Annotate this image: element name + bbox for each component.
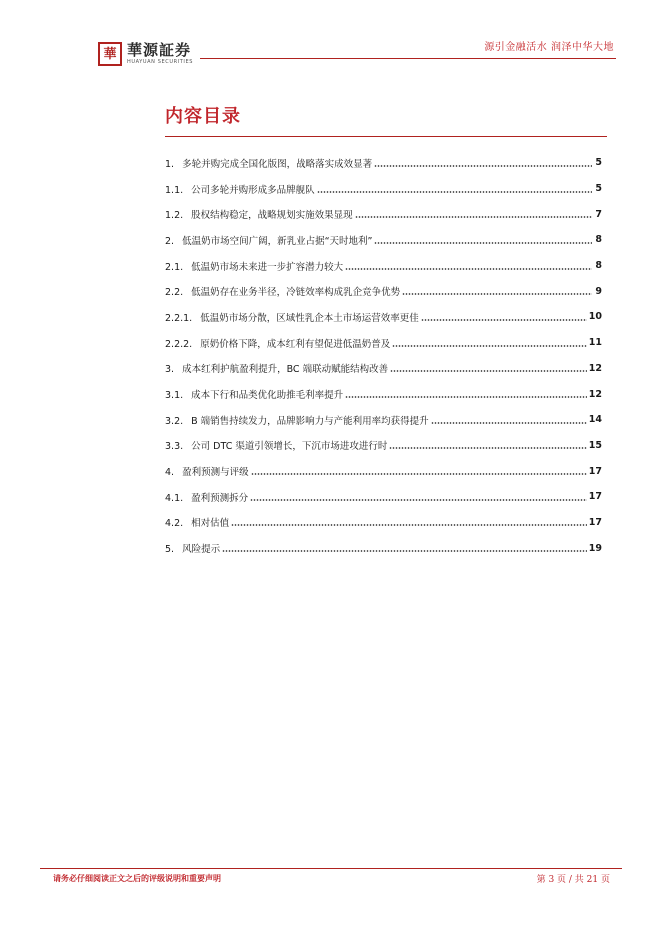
toc-entry[interactable] (165, 253, 602, 279)
toc-entry-title: 低温奶市场未来进一步扩容潜力较大 (191, 261, 344, 273)
toc-entry-number: 2.2.2. (165, 338, 193, 350)
footer-page-info: 第 3 页 / 共 21 页 (536, 875, 610, 885)
toc-entry-text (165, 259, 343, 273)
toc-entry-number: 4. (165, 467, 175, 479)
toc-entry-number: 3.3. (165, 441, 184, 453)
toc-leader-dots (402, 293, 592, 295)
toc-entry-text (165, 515, 229, 529)
toc-entry-number: 4.2. (165, 518, 184, 530)
toc-entry[interactable] (165, 356, 602, 382)
toc-entry-page: 7 (595, 208, 602, 220)
toc-leader-dots (421, 319, 587, 321)
toc-entry-page: 12 (588, 362, 602, 374)
toc-entry-title: 低温奶市场分散，区域性乳企本土市场运营效率更佳 (200, 312, 419, 324)
toc-entry-text (165, 336, 390, 350)
toc-entry-title: 盈利预测与评级 (182, 467, 249, 479)
toc-leader-dots (231, 524, 587, 526)
toc-leader-dots (389, 447, 586, 449)
company-name: 華源証券 (127, 41, 192, 59)
toc-entry-title: 成本下行和品类优化助推毛利率提升 (191, 390, 344, 402)
toc-entry-number: 2.2.1. (165, 312, 193, 324)
toc-entry-number: 4.1. (165, 492, 184, 504)
page-header (0, 0, 662, 80)
toc-entry-title: 公司 DTC 渠道引领增长，下沉市场进攻进行时 (191, 441, 388, 453)
toc-leader-dots (374, 165, 592, 167)
toc-entry-number: 2.2. (165, 287, 184, 299)
toc-entry-page: 17 (588, 465, 602, 477)
toc-entry-title: B 端销售持续发力，品牌影响力与产能利用率均获得提升 (191, 415, 429, 427)
toc-entry[interactable] (165, 381, 602, 407)
toc-leader-dots (317, 191, 592, 193)
toc-entry-page: 8 (595, 234, 602, 246)
logo-text (127, 42, 193, 66)
toc-entry-page: 11 (588, 337, 602, 349)
toc-leader-dots (345, 396, 587, 398)
toc-entry-number: 3.2. (165, 415, 184, 427)
toc-entry-title: 公司多轮并购形成多品牌舰队 (191, 184, 315, 196)
toc-entry-title: 风险提示 (182, 544, 221, 556)
footer-divider (40, 868, 622, 869)
toc-entry[interactable] (165, 407, 602, 433)
toc-entry[interactable] (165, 510, 602, 536)
toc-entry-page: 5 (595, 157, 602, 169)
toc-leader-dots (374, 242, 592, 244)
toc-leader-dots (251, 473, 587, 475)
toc-entry[interactable] (165, 278, 602, 304)
toc-entry-page: 10 (588, 311, 602, 323)
toc-entry[interactable] (165, 535, 602, 561)
company-name-en: HUAYUAN SECURITIES (127, 59, 194, 65)
toc-title: 内容目录 (165, 106, 241, 127)
table-of-contents (165, 150, 602, 561)
toc-entry-page: 12 (588, 388, 602, 400)
toc-title-divider (165, 136, 607, 137)
toc-entry-text (165, 284, 400, 298)
toc-entry-text (165, 233, 372, 247)
toc-entry-title: 相对估值 (191, 518, 230, 530)
toc-entry-text (165, 438, 387, 452)
toc-entry-text (165, 182, 315, 196)
toc-entry-text (165, 156, 372, 170)
toc-entry-number: 3. (165, 364, 175, 376)
toc-entry-number: 1. (165, 158, 175, 170)
toc-entry-number: 5. (165, 544, 175, 556)
company-logo (98, 42, 193, 66)
toc-leader-dots (345, 268, 592, 270)
toc-entry[interactable] (165, 150, 602, 176)
toc-entry-number: 1.1. (165, 184, 184, 196)
toc-entry[interactable] (165, 330, 602, 356)
toc-entry-text (165, 464, 249, 478)
toc-entry-title: 成本红利护航盈利提升，BC 端联动赋能结构改善 (182, 364, 389, 376)
toc-entry-page: 5 (595, 183, 602, 195)
toc-leader-dots (431, 422, 587, 424)
toc-entry-page: 17 (588, 516, 602, 528)
toc-entry-number: 2. (165, 235, 175, 247)
toc-entry-text (165, 361, 388, 375)
toc-entry[interactable] (165, 433, 602, 459)
header-slogan: 源引金融活水 润泽中华大地 (484, 42, 614, 53)
toc-entry-title: 低温奶市场空间广阔，新乳业占据“天时地利” (182, 235, 373, 247)
toc-entry-title: 股权结构稳定，战略规划实施效果显现 (191, 210, 353, 222)
toc-entry-title: 多轮并购完成全国化版图，战略落实成效显著 (182, 158, 373, 170)
toc-leader-dots (355, 216, 592, 218)
toc-entry-number: 2.1. (165, 261, 184, 273)
toc-leader-dots (250, 499, 587, 501)
logo-seal-icon: 華 (98, 42, 122, 66)
toc-entry-title: 原奶价格下降，成本红利有望促进低温奶普及 (200, 338, 391, 350)
toc-entry-text (165, 310, 419, 324)
toc-entry-page: 19 (588, 542, 602, 554)
toc-leader-dots (390, 370, 587, 372)
header-divider (200, 58, 616, 59)
toc-entry[interactable] (165, 227, 602, 253)
toc-entry-text (165, 490, 248, 504)
toc-entry[interactable] (165, 201, 602, 227)
toc-entry-page: 15 (588, 439, 602, 451)
toc-entry-title: 盈利预测拆分 (191, 492, 249, 504)
toc-entry-text (165, 207, 353, 221)
toc-entry-text (165, 387, 343, 401)
toc-entry-number: 3.1. (165, 390, 184, 402)
toc-entry[interactable] (165, 304, 602, 330)
toc-entry[interactable] (165, 458, 602, 484)
toc-leader-dots (392, 345, 587, 347)
toc-entry-text (165, 413, 429, 427)
toc-entry-page: 17 (588, 491, 602, 503)
toc-entry-page: 8 (595, 260, 602, 272)
toc-entry[interactable] (165, 176, 602, 202)
toc-entry-number: 1.2. (165, 210, 184, 222)
toc-entry[interactable] (165, 484, 602, 510)
toc-entry-title: 低温奶存在业务半径，冷链效率构成乳企竞争优势 (191, 287, 401, 299)
toc-entry-text (165, 541, 220, 555)
toc-entry-page: 14 (588, 414, 602, 426)
toc-entry-page: 9 (595, 285, 602, 297)
footer-disclaimer: 请务必仔细阅读正文之后的评级说明和重要声明 (53, 874, 221, 883)
toc-leader-dots (222, 550, 587, 552)
